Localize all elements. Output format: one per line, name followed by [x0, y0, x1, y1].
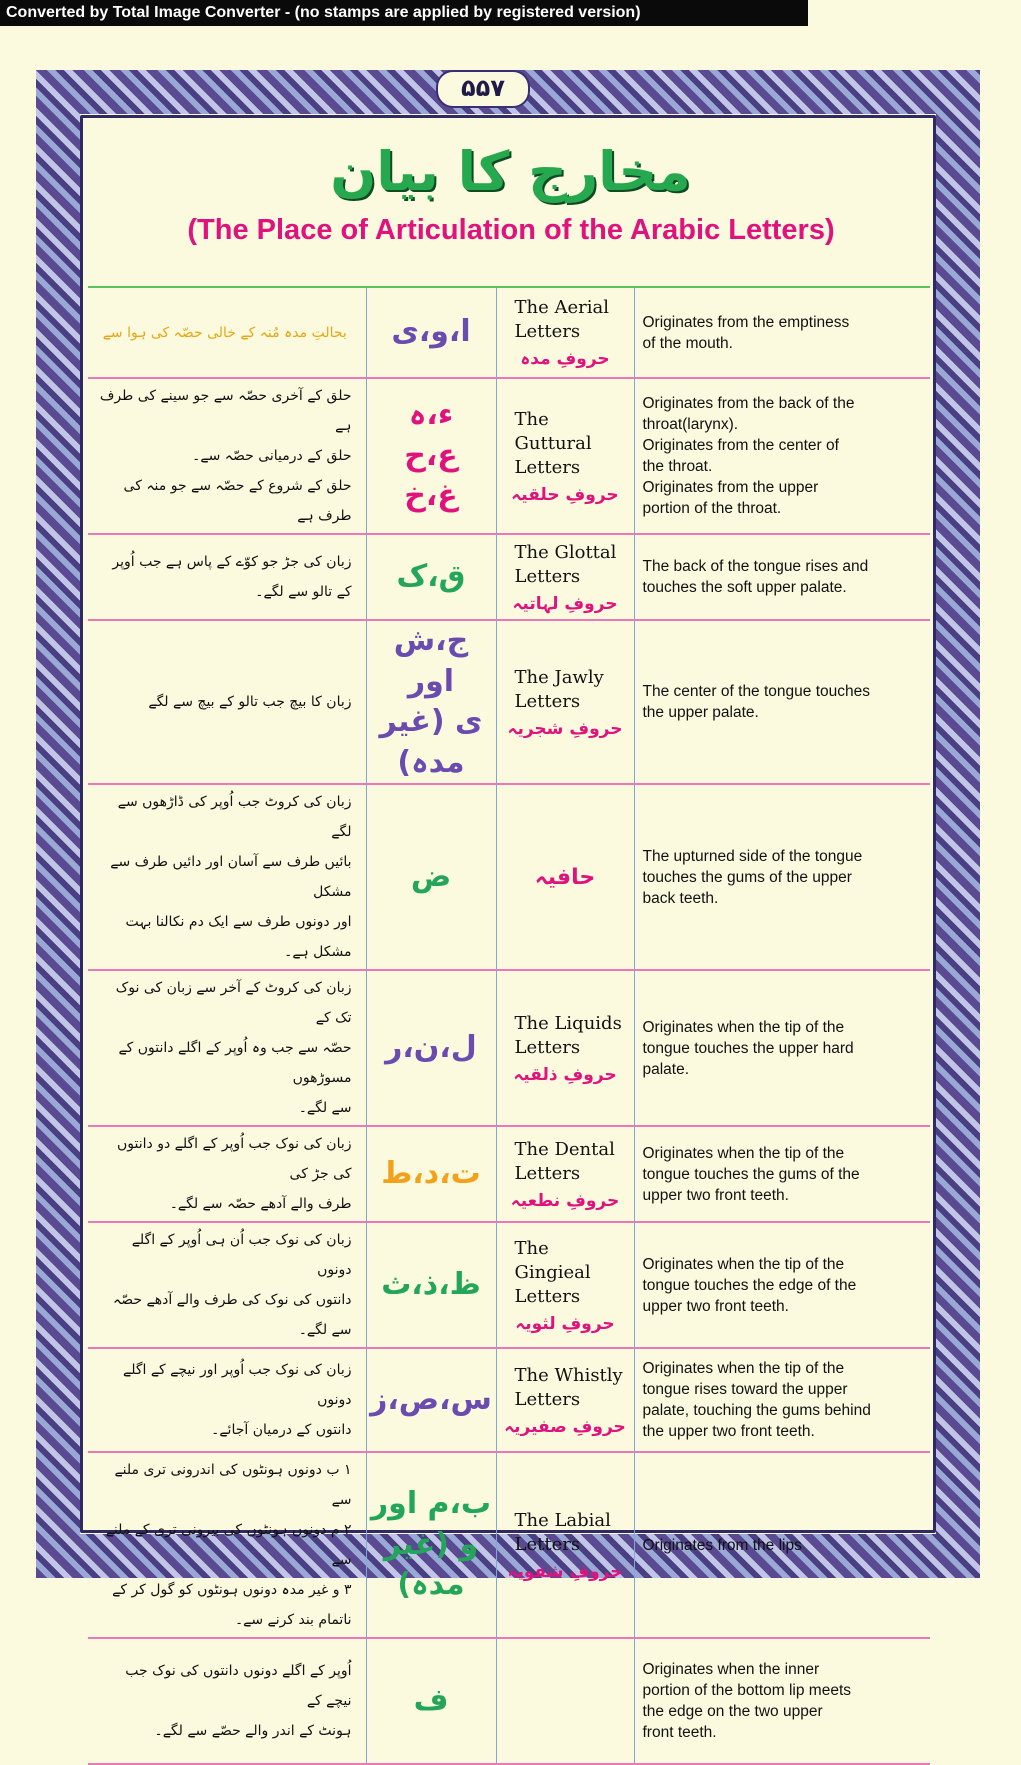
- english-group-name-line: The Guttural: [514, 408, 592, 454]
- english-group-name: [497, 1360, 634, 1412]
- english-group-name: [497, 404, 634, 480]
- urdu-description-line: اور دونوں طرف سے ایک دم نکالنا بہت مشکل ہے۔: [125, 914, 352, 960]
- letter-group: ض: [410, 858, 452, 894]
- arabic-letters: [367, 857, 496, 898]
- english-description-line: back teeth.: [642, 889, 719, 907]
- urdu-description-line: حلق کے درمیانی حصّہ سے۔: [192, 448, 352, 464]
- letter-group: ل،ن،ر: [385, 1029, 477, 1065]
- urdu-description: [88, 1654, 366, 1748]
- letter-group: غ،خ: [404, 478, 458, 514]
- table-row: [88, 534, 930, 620]
- letter-group-name-cell: [496, 1638, 634, 1764]
- urdu-description-cell: [88, 784, 366, 970]
- english-description-cell: [634, 1348, 930, 1452]
- arabic-letters: [367, 1380, 496, 1421]
- arabic-group-name: حروفِ لہاتیہ: [512, 593, 618, 614]
- arabic-letters: [367, 1681, 496, 1722]
- letter-group: و (غیر مدہ): [383, 1526, 479, 1603]
- urdu-description-cell: [88, 1126, 366, 1222]
- urdu-description-line: بحالتِ مدہ مُنہ کے خالی حصّہ کی ہوا سے: [102, 324, 347, 341]
- english-description-line: The upturned side of the tongue: [642, 847, 863, 865]
- english-description-line: tongue touches the upper hard: [642, 1039, 854, 1057]
- urdu-description-line: دانتوں کی نوک کی طرف والے آدھے حصّہ سے لگے۔: [113, 1292, 352, 1338]
- urdu-description-line: زبان کی جڑ جو کوّے کے پاس ہے جب اُوپر: [112, 554, 352, 570]
- urdu-description-line: طرف والے آدھے حصّہ سے لگے۔: [169, 1196, 352, 1212]
- english-group-name-line: The Liquids: [514, 1012, 622, 1034]
- english-description: [635, 1139, 931, 1210]
- urdu-description-cell: [88, 1452, 366, 1638]
- english-description-line: upper two front teeth.: [642, 1297, 789, 1315]
- letter-group: ت،د،ط: [381, 1155, 481, 1191]
- letter-group: ب،م اور: [370, 1486, 492, 1522]
- letter-group: ف: [413, 1682, 449, 1718]
- arabic-letters: [367, 395, 496, 517]
- urdu-description-line: زبان کی کروٹ کے آخر سے زبان کی نوک تک کے: [115, 980, 352, 1026]
- letter-group-name-cell: [496, 378, 634, 534]
- letter-group: ع،ح: [404, 437, 458, 473]
- english-group-name-line: The Gingieal: [514, 1237, 591, 1283]
- urdu-description: [88, 971, 366, 1125]
- english-description-line: of the mouth.: [642, 334, 733, 352]
- arabic-group-name: حروفِ صفیریہ: [504, 1416, 626, 1437]
- english-group-name: [497, 1008, 634, 1060]
- letter-group-name-cell: [496, 1126, 634, 1222]
- letter-group: ء،ہ: [408, 397, 454, 433]
- english-group-name-line: The Jawly: [514, 666, 604, 688]
- urdu-description: [88, 1453, 366, 1637]
- english-description-cell: [634, 970, 930, 1126]
- english-description-line: the throat.: [642, 458, 713, 475]
- english-group-name-line: Letters: [514, 690, 581, 712]
- letter-group: ق،ک: [396, 558, 466, 594]
- english-description: [635, 1250, 931, 1321]
- page-number: ۵۵۷: [436, 70, 530, 108]
- arabic-letters: [367, 312, 496, 353]
- page-title-urdu: مخارج کا بیان: [330, 140, 691, 203]
- english-description-line: Originates when the inner: [642, 1661, 820, 1678]
- english-description-cell: [634, 620, 930, 784]
- urdu-description-cell: [88, 1348, 366, 1452]
- letters-cell: [366, 1222, 496, 1348]
- english-description-line: Originates when the tip of the: [642, 1018, 845, 1036]
- english-description: [635, 1013, 931, 1084]
- english-description-line: the upper palate.: [642, 704, 759, 721]
- arabic-group-name: حروفِ شفویہ: [507, 1561, 623, 1582]
- english-group-name: [497, 537, 634, 589]
- arabic-group-name: حروفِ حلقیہ: [511, 484, 619, 505]
- urdu-description-line: زبان کی نوک جب اُوپر کے اگلے دو دانتوں کی جڑ کی: [117, 1136, 352, 1182]
- letters-cell: [366, 534, 496, 620]
- english-description-cell: [634, 288, 930, 378]
- urdu-description-cell: [88, 620, 366, 784]
- letter-group: ج،ش اور: [393, 623, 469, 699]
- letter-group: س،ص،ز: [370, 1381, 492, 1417]
- english-group-name-line: The Dental: [514, 1138, 615, 1160]
- table-row: [88, 1452, 930, 1638]
- letters-cell: [366, 1452, 496, 1638]
- english-description-line: palate, touching the gums behind: [642, 1402, 871, 1419]
- letters-cell: [366, 1126, 496, 1222]
- english-description-line: front teeth.: [642, 1724, 717, 1741]
- urdu-description: [88, 379, 366, 533]
- arabic-group-name: حافیہ: [534, 864, 596, 890]
- english-description: [635, 842, 931, 913]
- urdu-description-line: ۲ م دونوں ہونٹوں کی بیرونی تری کے ملنے سے: [105, 1522, 352, 1568]
- english-group-name-line: Letters: [514, 565, 581, 587]
- english-description-line: upper two front teeth.: [642, 1186, 789, 1204]
- urdu-description-line: زبان کی نوک جب اُوپر اور نیچے کے اگلے دونوں: [122, 1362, 352, 1408]
- arabic-letters: [367, 1028, 496, 1069]
- english-group-name-line: The Glottal: [514, 541, 617, 563]
- letter-group-name-cell: [496, 534, 634, 620]
- urdu-description: [88, 1353, 366, 1447]
- english-group-name: [497, 662, 634, 714]
- english-description-line: Originates from the lips: [642, 1536, 802, 1554]
- urdu-description: [88, 685, 366, 719]
- letters-cell: [366, 1348, 496, 1452]
- urdu-description-line: اُوپر کے اگلے دونوں دانتوں کی نوک جب نیچے کے: [125, 1663, 352, 1709]
- english-description-line: Originates from the emptiness: [642, 313, 850, 331]
- urdu-description-line: حلق کے آخری حصّہ سے جو سینے کی طرف ہے: [99, 388, 352, 434]
- arabic-group-name: حروفِ مدہ: [520, 349, 610, 369]
- urdu-description-line: ناتمام بند کرنے سے۔: [234, 1612, 352, 1628]
- arabic-letters: [367, 1154, 496, 1195]
- letters-cell: [366, 378, 496, 534]
- english-group-name-line: The Whistly: [514, 1364, 623, 1386]
- letter-group-name-cell: [496, 288, 634, 378]
- arabic-letters: [367, 1484, 496, 1606]
- english-description-line: touches the gums of the upper: [642, 868, 852, 886]
- letter-group-name-cell: [496, 1348, 634, 1452]
- english-description: [635, 389, 931, 523]
- urdu-description-line: حلق کے شروع کے حصّہ سے جو منہ کی طرف ہے: [123, 478, 352, 524]
- english-description-line: Originates from the center of: [642, 437, 839, 454]
- urdu-description: [88, 785, 366, 969]
- english-description-line: Originates when the tip of the: [642, 1255, 845, 1273]
- urdu-description-cell: [88, 1638, 366, 1764]
- letters-cell: [366, 1638, 496, 1764]
- letters-cell: [366, 970, 496, 1126]
- english-group-name-line: Letters: [514, 1162, 581, 1184]
- english-description: [635, 1354, 931, 1446]
- urdu-description-line: زبان کی کروٹ جب اُوپر کی ڈاڑھوں سے لگے: [117, 794, 352, 840]
- letter-group: ی (غیر مدہ): [379, 704, 483, 780]
- table-row: [88, 620, 930, 784]
- letters-cell: [366, 620, 496, 784]
- urdu-description-line: سے لگے۔: [298, 1100, 352, 1116]
- arabic-group-name: حروفِ لثویہ: [515, 1313, 615, 1334]
- english-description-line: the edge on the two upper: [642, 1703, 823, 1720]
- arabic-letters: [367, 1265, 496, 1306]
- letter-group-name-cell: [496, 620, 634, 784]
- arabic-group-name: حروفِ ذلقیہ: [513, 1064, 617, 1085]
- urdu-description-cell: [88, 534, 366, 620]
- english-group-name: [497, 1134, 634, 1186]
- table-row: [88, 970, 930, 1126]
- english-description-line: tongue rises toward the upper: [642, 1381, 848, 1398]
- english-description-line: portion of the bottom lip meets: [642, 1682, 852, 1699]
- english-group-name-line: The Labial: [514, 1509, 611, 1531]
- table-row: [88, 378, 930, 534]
- urdu-description-cell: [88, 1222, 366, 1348]
- urdu-description-line: ۱ ب دونوں ہونٹوں کی اندرونی تری ملنے سے: [114, 1462, 352, 1508]
- articulation-table: [88, 288, 930, 1765]
- urdu-description-cell: [88, 288, 366, 378]
- urdu-description-line: ہونٹ کے اندر والے حصّے سے لگے۔: [154, 1723, 352, 1739]
- letters-cell: [366, 288, 496, 378]
- letter-group: ا،و،ی: [391, 314, 471, 350]
- table-row: [88, 1348, 930, 1452]
- urdu-description-line: زبان کی نوک جب اُن ہی اُوپر کے اگلے دونوں: [131, 1232, 352, 1278]
- english-description-cell: [634, 1452, 930, 1638]
- arabic-letters: [367, 621, 496, 783]
- english-description-cell: [634, 534, 930, 620]
- english-description-line: throat(larynx).: [642, 416, 739, 433]
- letter-group-name-cell: [496, 1452, 634, 1638]
- english-group-name-line: Letters: [514, 1388, 581, 1410]
- english-description-line: the upper two front teeth.: [642, 1423, 815, 1440]
- english-group-name-line: Letters: [514, 1285, 581, 1307]
- urdu-description-cell: [88, 378, 366, 534]
- english-description-line: touches the soft upper palate.: [642, 579, 847, 596]
- english-group-name-line: Letters: [514, 1036, 581, 1058]
- table-row: [88, 1126, 930, 1222]
- english-description-cell: [634, 378, 930, 534]
- english-group-name: [497, 1233, 634, 1309]
- letter-group-name-cell: [496, 970, 634, 1126]
- urdu-description-line: بائیں طرف سے آسان اور دائیں طرف سے مشکل: [110, 854, 352, 900]
- urdu-description: [88, 1223, 366, 1347]
- english-description: [635, 308, 931, 358]
- english-description-line: The back of the tongue rises and: [642, 558, 869, 575]
- arabic-letters: [367, 557, 496, 598]
- english-description-cell: [634, 1126, 930, 1222]
- english-description-line: palate.: [642, 1060, 690, 1078]
- urdu-description-line: دانتوں کے درمیان آجائے۔: [211, 1422, 352, 1438]
- urdu-description: [88, 545, 366, 609]
- english-description-line: Originates from the back of the: [642, 395, 855, 412]
- table-row: [88, 784, 930, 970]
- letters-cell: [366, 784, 496, 970]
- urdu-description-cell: [88, 970, 366, 1126]
- page-title-english: (The Place of Articulation of the Arabic Letters): [187, 214, 835, 246]
- table-row: [88, 288, 930, 378]
- urdu-description: [88, 1127, 366, 1221]
- english-group-name: [497, 1505, 634, 1557]
- english-group-name-line: Letters: [514, 321, 581, 342]
- arabic-group-name: حروفِ شجریہ: [507, 718, 623, 739]
- urdu-description-line: کے تالو سے لگے۔: [255, 584, 352, 600]
- english-description: [635, 677, 931, 727]
- english-description-line: portion of the throat.: [642, 500, 782, 517]
- table-row: [88, 1222, 930, 1348]
- letter-group: ظ،ذ،ث: [381, 1266, 481, 1302]
- english-description-line: Originates when the tip of the: [642, 1144, 845, 1162]
- english-group-name-line: The Aerial: [514, 297, 609, 318]
- english-group-name-line: Letters: [514, 456, 581, 478]
- english-description-cell: [634, 1222, 930, 1348]
- english-description-line: The center of the tongue touches: [642, 683, 870, 700]
- converter-watermark: Converted by Total Image Converter - (no stamps are applied by registered version): [0, 0, 808, 26]
- english-group-name: [497, 292, 634, 344]
- arabic-group-name: حروفِ نطعیہ: [510, 1190, 620, 1211]
- english-description-line: Originates when the tip of the: [642, 1360, 845, 1377]
- english-description: [635, 1655, 931, 1747]
- english-description-line: tongue touches the gums of the: [642, 1165, 860, 1183]
- english-description: [635, 552, 931, 602]
- urdu-description-line: زبان کا بیچ جب تالو کے بیچ سے لگے: [148, 694, 352, 710]
- english-description: [635, 1531, 931, 1560]
- urdu-description: [88, 316, 366, 350]
- english-group-name-line: Letters: [514, 1533, 581, 1555]
- urdu-description-line: ۳ و غیر مدہ دونوں ہونٹوں کو گول کر کے: [112, 1582, 352, 1598]
- letter-group-name-cell: [496, 1222, 634, 1348]
- letter-group-name-cell: [496, 784, 634, 970]
- table-row: [88, 1638, 930, 1764]
- english-description-cell: [634, 1638, 930, 1764]
- urdu-description-line: حصّہ سے جب وہ اُوپر کے اگلے دانتوں کے مسوڑھوں: [118, 1040, 352, 1086]
- english-description-cell: [634, 784, 930, 970]
- english-description-line: tongue touches the edge of the: [642, 1276, 857, 1294]
- english-description-line: Originates from the upper: [642, 479, 819, 496]
